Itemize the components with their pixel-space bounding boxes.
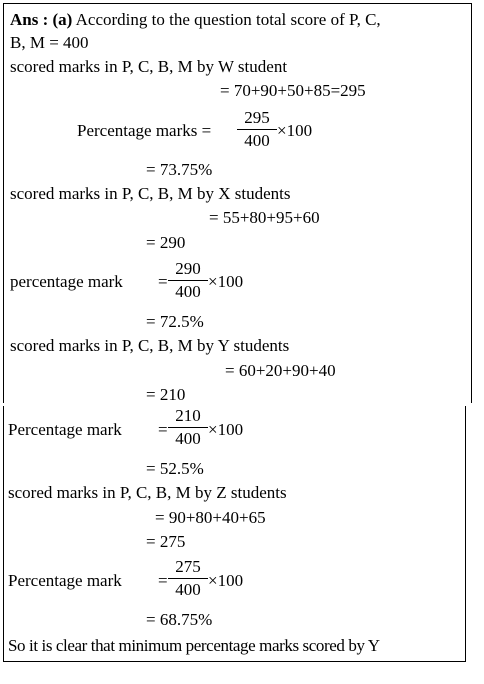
z-sum: = 90+80+40+65 [155,508,266,527]
z-denominator: 400 [175,580,201,599]
x-denominator: 400 [175,282,201,301]
y-multiplier: ×100 [208,420,244,439]
y-heading: scored marks in P, C, B, M by Y students [10,336,290,355]
x-heading: scored marks in P, C, B, M by X students [10,184,291,203]
x-fraction-bar [168,280,208,281]
intro-text: According to the question total score of P, C, [72,10,381,29]
w-pct-label: Percentage marks = [77,121,212,140]
z-equals: = [158,571,168,590]
z-multiplier: ×100 [208,571,244,590]
y-total: = 210 [146,385,186,404]
y-fraction [168,406,208,449]
intro-total: B, M = 400 [10,33,89,52]
w-fraction-bar [237,129,277,130]
y-sum: = 60+20+90+40 [225,361,336,380]
x-total: = 290 [146,233,186,252]
z-total: = 275 [146,532,186,551]
x-multiplier: ×100 [208,272,244,291]
w-numerator: 295 [244,108,270,127]
w-multiplier: ×100 [277,121,313,140]
y-pct-label: Percentage mark [8,420,122,439]
w-sum: = 70+90+50+85=295 [220,81,366,100]
y-numerator: 210 [175,406,201,425]
z-result: = 68.75% [146,610,213,629]
w-heading: scored marks in P, C, B, M by W student [10,57,288,76]
w-result: = 73.75% [146,160,213,179]
y-denominator: 400 [175,429,201,448]
z-fraction-bar [168,578,208,579]
answer-prefix: Ans : (a) [10,10,73,29]
x-sum: = 55+80+95+60 [209,208,320,227]
w-denominator: 400 [244,131,270,150]
x-pct-label: percentage mark [10,272,123,291]
x-equals: = [158,272,168,291]
conclusion: So it is clear that minimum percentage marks scored by Y [8,636,380,655]
z-pct-label: Percentage mark [8,571,122,590]
x-fraction [168,259,208,302]
intro-line [10,10,381,30]
w-fraction [237,108,277,151]
z-numerator: 275 [175,557,201,576]
x-numerator: 290 [175,259,201,278]
y-result: = 52.5% [146,459,204,478]
y-equals: = [158,420,168,439]
y-fraction-bar [168,427,208,428]
answer-box-bottom [3,406,466,662]
z-fraction [168,557,208,600]
z-heading: scored marks in P, C, B, M by Z students [8,483,287,502]
x-result: = 72.5% [146,312,204,331]
